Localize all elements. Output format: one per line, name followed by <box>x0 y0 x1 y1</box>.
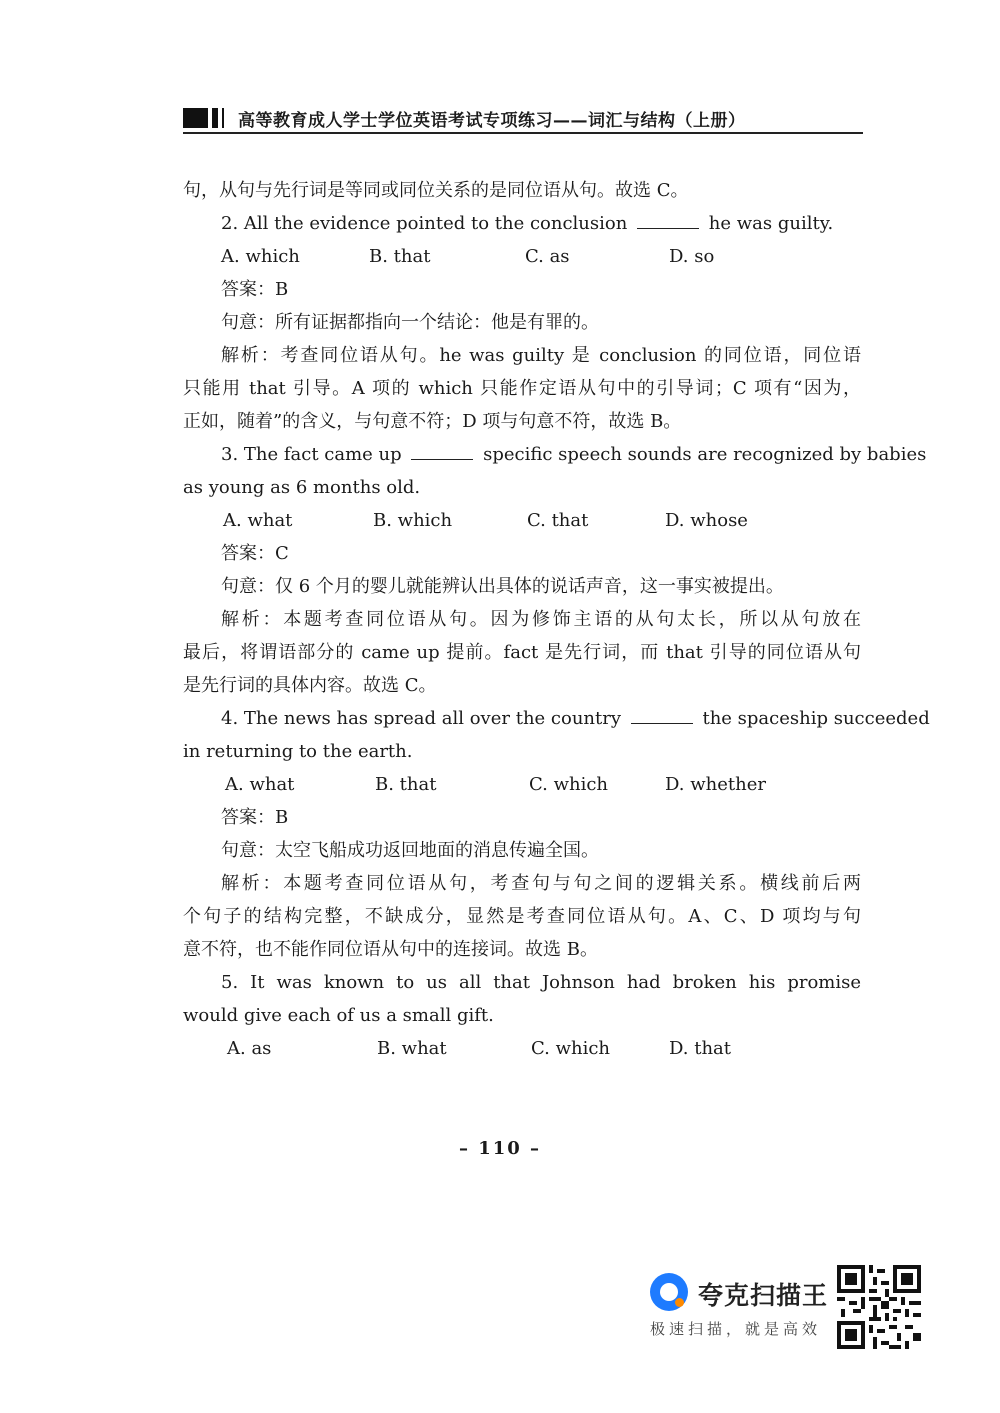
option-b: B. that <box>369 246 431 267</box>
option-d: D. that <box>669 1038 732 1059</box>
question-3-analysis: 最后，将谓语部分的 came up 提前。fact 是先行词，而 that 引导的同位语从句 <box>183 642 861 663</box>
qr-code-icon <box>837 1265 921 1349</box>
body-text <box>183 174 930 1065</box>
question-4-options <box>183 768 861 801</box>
question-5-options <box>183 1032 861 1065</box>
running-header <box>183 104 863 136</box>
option-d: D. whose <box>665 510 748 531</box>
question-3-stem: 3. The fact came up specific speech sounds are recognized by babies <box>183 438 861 471</box>
option-c: C. which <box>531 1038 611 1059</box>
answer-blank <box>631 705 693 724</box>
watermark-brand: 夸克扫描王 <box>698 1281 829 1310</box>
question-4-stem: in returning to the earth. <box>183 741 413 762</box>
question-2-options <box>183 240 861 273</box>
question-4-meaning: 句意：太空飞船成功返回地面的消息传遍全国。 <box>221 840 599 861</box>
option-c: C. as <box>525 246 570 267</box>
question-2-analysis: 只能用 that 引导。A 项的 which 只能作定语从句中的引导词；C 项有“因为， <box>183 378 861 399</box>
question-4-analysis: 解析：本题考查同位语从句，考查句与句之间的逻辑关系。横线前后两 <box>221 873 861 894</box>
question-5-stem: would give each of us a small gift. <box>183 1005 494 1026</box>
question-4-analysis: 意不符，也不能作同位语从句中的连接词。故选 B。 <box>183 939 598 960</box>
answer-blank <box>411 441 473 460</box>
question-3-stem: as young as 6 months old. <box>183 477 421 498</box>
header-rule <box>183 132 863 134</box>
question-2-stem: 2. All the evidence pointed to the conclusion he was guilty. <box>183 207 861 240</box>
option-a: A. what <box>225 774 295 795</box>
option-c: C. that <box>527 510 589 531</box>
question-2-analysis: 解析：考查同位语从句。he was guilty 是 conclusion 的同位语，同位语 <box>221 345 861 366</box>
header-title: 高等教育成人学士学位英语考试专项练习——词汇与结构（上册） <box>238 111 746 131</box>
question-3-analysis: 是先行词的具体内容。故选 C。 <box>183 675 437 696</box>
quark-logo-icon <box>650 1273 688 1311</box>
option-b: B. what <box>377 1038 447 1059</box>
question-3-meaning: 句意：仅 6 个月的婴儿就能辨认出具体的说话声音，这一事实被提出。 <box>221 576 784 597</box>
question-5-stem: 5. It was known to us all that Johnson had broken his promise <box>183 966 861 999</box>
question-3-answer: 答案：C <box>221 543 289 564</box>
question-4-stem: 4. The news has spread all over the country the spaceship succeeded <box>183 702 861 735</box>
option-c: C. which <box>529 774 609 795</box>
question-3-options <box>183 504 861 537</box>
question-4-analysis: 个句子的结构完整，不缺成分，显然是考查同位语从句。A、C、D 项均与句 <box>183 906 861 927</box>
watermark-slogan: 极速扫描，就是高效 <box>650 1320 822 1338</box>
question-2-meaning: 句意：所有证据都指向一个结论：他是有罪的。 <box>221 312 599 333</box>
option-a: A. what <box>223 510 293 531</box>
question-4-answer: 答案：B <box>221 807 289 828</box>
option-b: B. that <box>375 774 437 795</box>
option-a: A. which <box>221 246 300 267</box>
question-2-answer: 答案：B <box>221 279 289 300</box>
option-d: D. so <box>669 246 715 267</box>
question-2-analysis: 正如，随着”的含义，与句意不符；D 项与句意不符，故选 B。 <box>183 411 682 432</box>
question-3-analysis: 解析：本题考查同位语从句。因为修饰主语的从句太长，所以从句放在 <box>221 609 861 630</box>
option-d: D. whether <box>665 774 766 795</box>
option-b: B. which <box>373 510 453 531</box>
intro-line: 句，从句与先行词是等同或同位关系的是同位语从句。故选 C。 <box>183 180 689 201</box>
option-a: A. as <box>227 1038 272 1059</box>
answer-blank <box>637 210 699 229</box>
page-number: – 110 – <box>458 1138 542 1159</box>
